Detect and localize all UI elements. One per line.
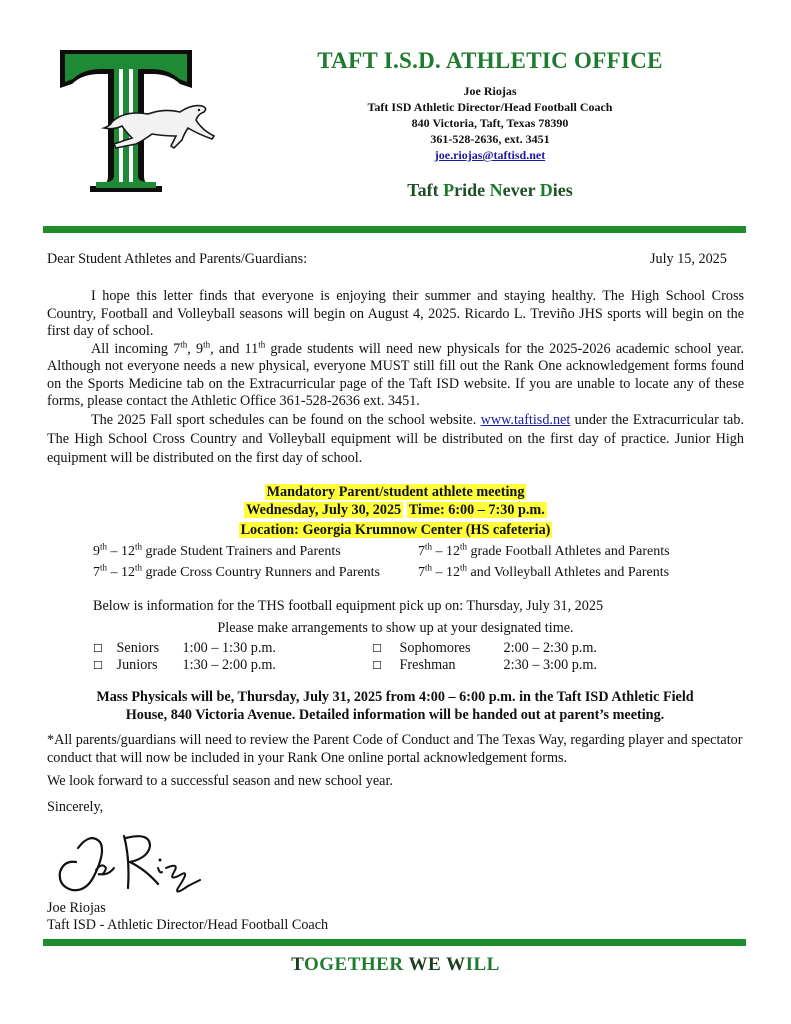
signer-name: Joe Riojas	[47, 900, 106, 916]
paragraph-schedules: The 2025 Fall sport schedules can be found on the school website. www.taftisd.net under the Extracurricular tab. The High School Cross Country and Volleyball equipment will be distributed on the first day of practice. Junior High equipment will be distributed on the first day of school.	[47, 411, 744, 466]
website-link[interactable]: www.taftisd.net	[480, 411, 571, 428]
meeting-datetime: Wednesday, July 30, 2025 Time: 6:00 – 7:30 p.m.	[246, 502, 545, 518]
pickup-intro: Below is information for the THS football equipment pick up on: Thursday, July 31, 2025	[93, 598, 604, 614]
checkbox-icon[interactable]: ☐	[372, 642, 382, 655]
email-row	[230, 147, 750, 163]
meeting-location: Location: Georgia Krumnow Center (HS cafeteria)	[240, 522, 551, 538]
letter-body	[47, 288, 744, 468]
checkbox-icon[interactable]: ☐	[372, 659, 382, 672]
office-address: 840 Victoria, Taft, Texas 78390	[411, 116, 569, 130]
sincerely: Sincerely,	[47, 799, 104, 815]
meeting-group-trainers: 9th – 12th grade Student Trainers and Parents	[93, 541, 341, 559]
director-position: Taft ISD Athletic Director/Head Football Coach	[367, 100, 613, 114]
meeting-group-cross-country: 7th – 12th grade Cross Country Runners and Parents	[93, 562, 380, 580]
footer-divider	[43, 939, 746, 946]
meeting-group-volleyball: 7th – 12th and Volleyball Athletes and Parents	[418, 562, 670, 580]
handwritten-signature	[50, 828, 210, 900]
pickup-slot-sophomores: ☐ Sophomores 2:00 – 2:30 p.m.	[372, 640, 597, 656]
checkbox-icon[interactable]: ☐	[93, 642, 103, 655]
physicals-line-2: House, 840 Victoria Avenue. Detailed information will be handed out at parent’s meeting.	[125, 707, 665, 723]
conduct-notice: *All parents/guardians will need to review the Parent Code of Conduct and The Texas Way, regarding player and spectator conduct that will now be included in your Rank One online portal acknowledgement forms.	[47, 732, 743, 766]
pickup-slot-freshman: ☐ Freshman 2:30 – 3:00 p.m.	[372, 657, 597, 673]
paragraph-season-start: I hope this letter finds that everyone is enjoying their summer and staying healthy. The High School Cross Country, Football and Volleyball seasons will begin on August 4, 2025. Ricardo L. Treviño JHS sports will begin on the first day of school.	[47, 288, 744, 339]
paragraph-physicals: All incoming 7th, 9th, and 11th grade students will need new physicals for the 2025-2026 academic school year. Although not everyone needs a new physical, everyone MUST still fill out the Rank One acknowledgement forms found on the Sports Medicine tab on the Extracurricular page of the Taft ISD website. If you are unable to locate any of these forms, please contact the Athletic Office 361-528-2636 ext. 3451.	[47, 338, 744, 409]
meeting-group-football: 7th – 12th grade Football Athletes and Parents	[418, 541, 670, 559]
signer-title: Taft ISD - Athletic Director/Head Football Coach	[47, 917, 329, 933]
pickup-slot-juniors: ☐ Juniors 1:30 – 2:00 p.m.	[93, 657, 276, 673]
director-name: Joe Riojas	[463, 84, 517, 98]
pickup-slot-seniors: ☐ Seniors 1:00 – 1:30 p.m.	[93, 640, 276, 656]
look-forward: We look forward to a successful season and new school year.	[47, 773, 393, 789]
footer-tagline: TOGETHER WE WILL	[291, 954, 500, 975]
pickup-note: Please make arrangements to show up at your designated time.	[217, 620, 574, 636]
office-phone: 361-528-2636, ext. 3451	[430, 132, 550, 146]
meeting-title: Mandatory Parent/student athlete meeting	[266, 484, 525, 500]
letter-date: July 15, 2025	[650, 251, 727, 267]
greeting: Dear Student Athletes and Parents/Guardians:	[47, 251, 308, 267]
physicals-line-1: Mass Physicals will be, Thursday, July 31, 2025 from 4:00 – 6:00 p.m. in the Taft ISD Athletic Field	[96, 689, 694, 705]
org-title: TAFT I.S.D. ATHLETIC OFFICE	[317, 48, 663, 73]
motto: Taft Pride Never Dies	[407, 180, 573, 200]
email-link[interactable]: joe.riojas@taftisd.net	[434, 148, 546, 162]
taft-t-greyhound-logo	[52, 44, 220, 194]
header-divider	[43, 226, 746, 233]
checkbox-icon[interactable]: ☐	[93, 659, 103, 672]
